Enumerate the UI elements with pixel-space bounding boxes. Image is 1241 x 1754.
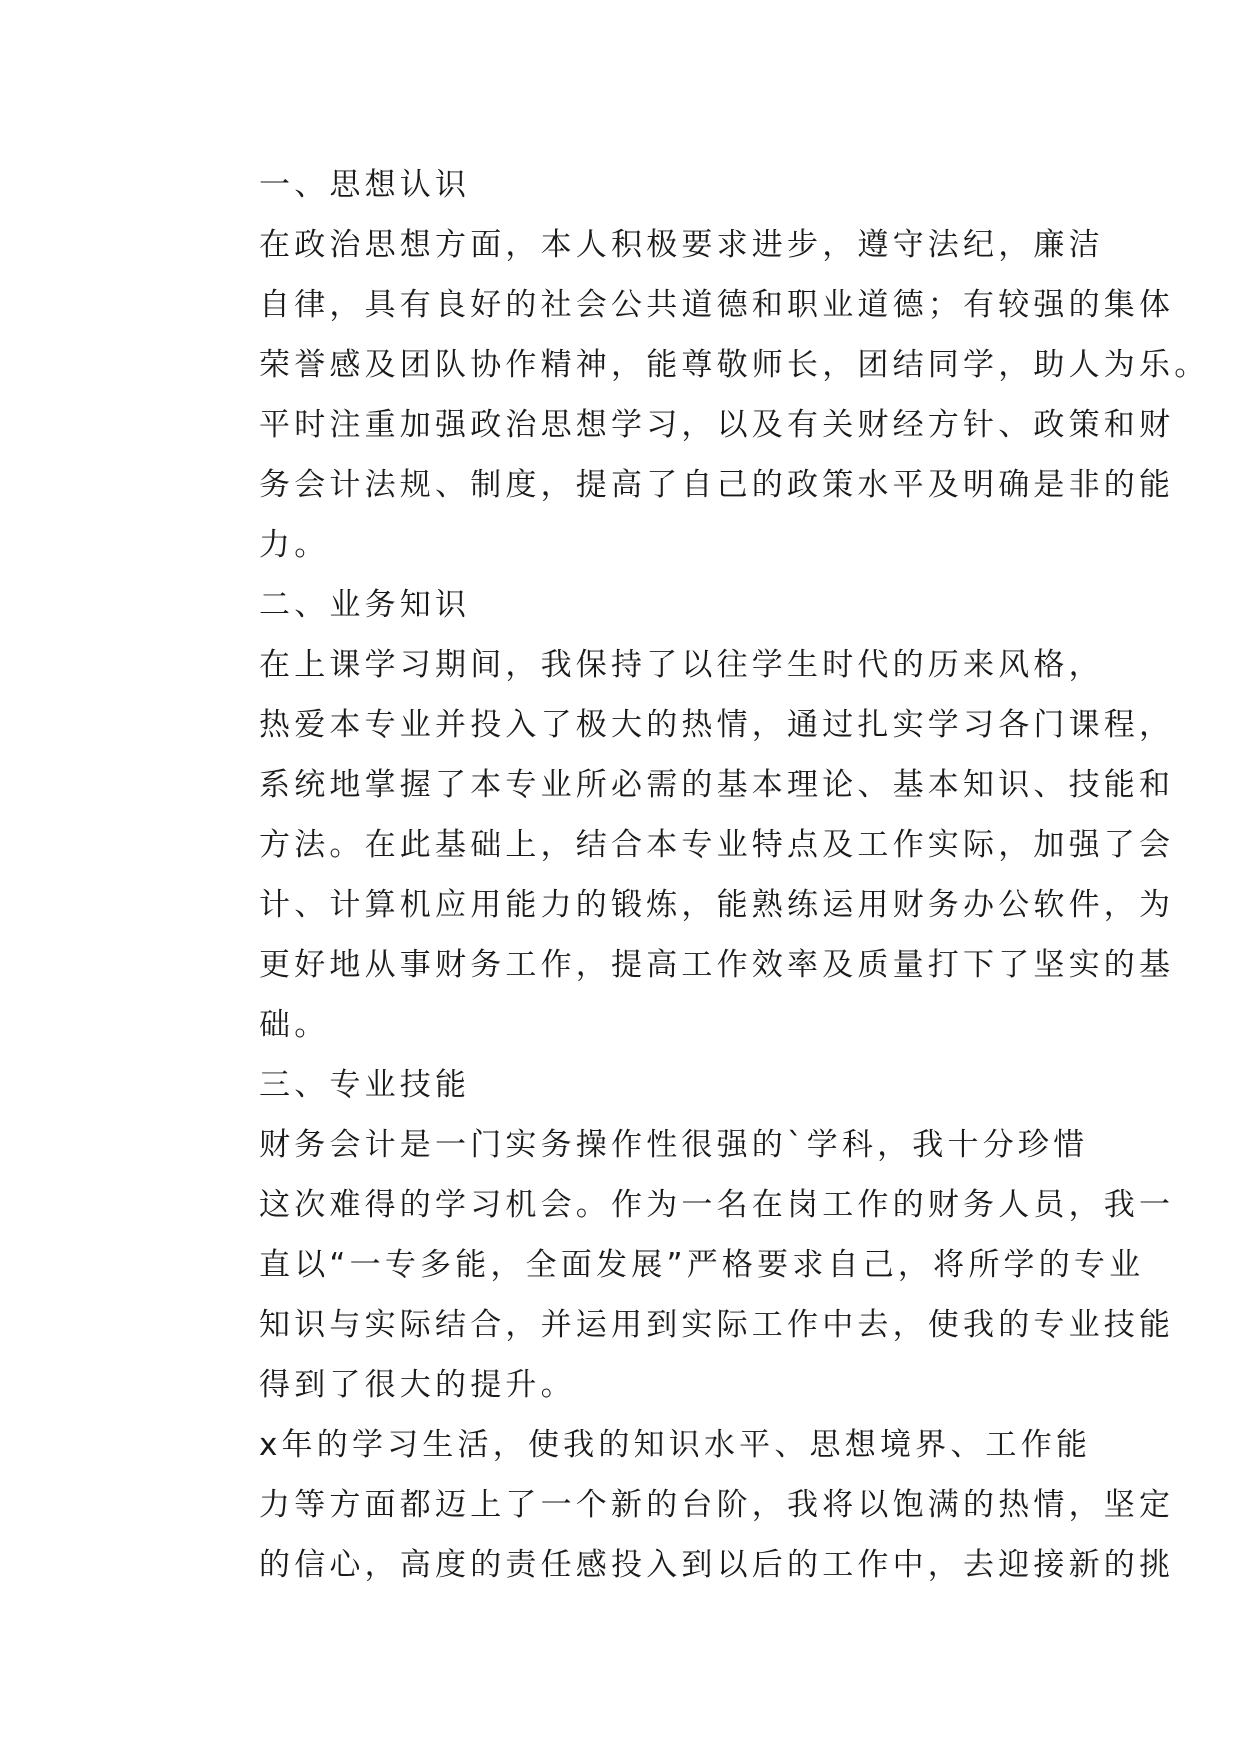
text-line: 热爱本专业并投入了极大的热情，通过扎实学习各门课程， [259, 707, 1175, 743]
text-line: 务会计法规、制度，提高了自己的政策水平及明确是非的能 [259, 467, 1175, 503]
text-line: 方法。在此基础上，结合本专业特点及工作实际，加强了会 [259, 827, 1175, 863]
section-heading: 三、专业技能 [259, 1067, 471, 1103]
text-line: 础。 [259, 1007, 330, 1043]
document-body [195, 155, 1210, 1595]
text-line: 力等方面都迈上了一个新的台阶，我将以饱满的热情，坚定 [259, 1487, 1175, 1523]
text-line: 平时注重加强政治思想学习，以及有关财经方针、政策和财 [259, 407, 1175, 443]
text-line: 直以“一专多能，全面发展”严格要求自己，将所学的专业 [259, 1247, 1145, 1283]
text-line: 荣誉感及团队协作精神，能尊敬师长，团结同学，助人为乐。 [259, 347, 1210, 383]
text-line: 计、计算机应用能力的锻炼，能熟练运用财务办公软件，为 [259, 887, 1175, 923]
paragraph [195, 1115, 1175, 1415]
section-heading: 一、思想认识 [259, 167, 471, 203]
text-line: 财务会计是一门实务操作性很强的`学科，我十分珍惜 [259, 1127, 1089, 1163]
paragraph [195, 215, 1210, 575]
text-line: 得到了很大的提升。 [259, 1367, 576, 1403]
text-line: 知识与实际结合，并运用到实际工作中去，使我的专业技能 [259, 1307, 1175, 1343]
paragraph [195, 635, 1175, 1055]
text-line: x年的学习生活，使我的知识水平、思想境界、工作能 [259, 1427, 1092, 1463]
text-line: 在上课学习期间，我保持了以往学生时代的历来风格， [259, 647, 1104, 683]
text-line: 力。 [259, 527, 330, 563]
text-line: 更好地从事财务工作，提高工作效率及质量打下了坚实的基 [259, 947, 1175, 983]
text-line: 这次难得的学习机会。作为一名在岗工作的财务人员，我一 [259, 1187, 1175, 1223]
paragraph [195, 1415, 1175, 1595]
text-line: 系统地掌握了本专业所必需的基本理论、基本知识、技能和 [259, 767, 1175, 803]
section-heading: 二、业务知识 [259, 587, 471, 623]
text-line: 的信心，高度的责任感投入到以后的工作中，去迎接新的挑 [259, 1547, 1175, 1583]
text-line: 在政治思想方面，本人积极要求进步，遵守法纪，廉洁 [259, 227, 1104, 263]
text-line: 自律，具有良好的社会公共道德和职业道德；有较强的集体 [259, 287, 1175, 323]
